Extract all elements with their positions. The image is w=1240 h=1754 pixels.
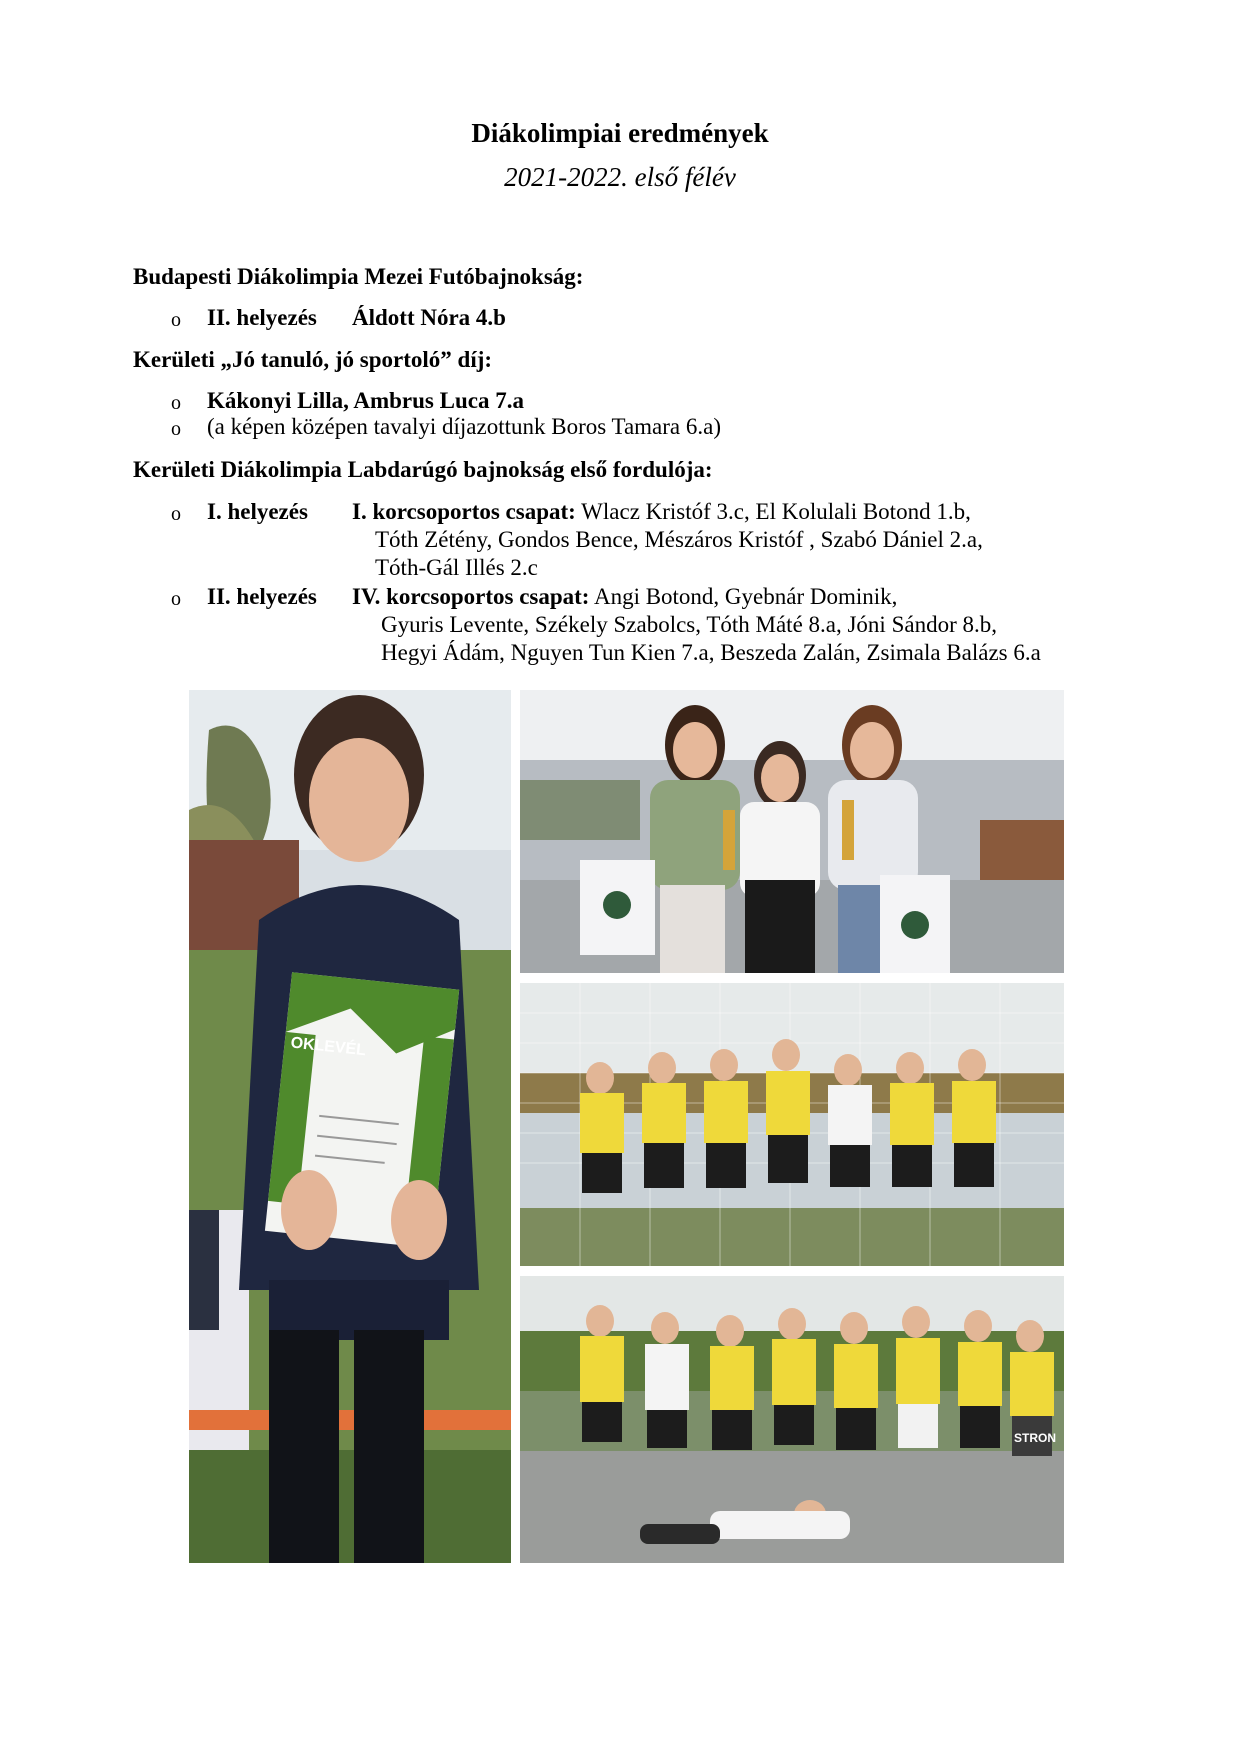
athlete-name: Áldott Nóra 4.b: [352, 305, 506, 330]
shirt-text: STRON: [1014, 1431, 1056, 1445]
team-roster-line: [352, 584, 897, 610]
photo-runner-with-diploma: [189, 690, 511, 1563]
placement-label: II. helyezés: [207, 305, 317, 330]
roster-names: Wlacz Kristóf 3.c, El Kolulali Botond 1.b,: [581, 499, 971, 524]
photo-award-winners: [520, 690, 1064, 973]
diploma-text: OKLEVÉL: [289, 1034, 367, 1060]
roster-names: Tóth Zétény, Gondos Bence, Mészáros Kristóf , Szabó Dániel 2.a,: [375, 527, 983, 552]
roster-names: Gyuris Levente, Székely Szabolcs, Tóth Máté 8.a, Jóni Sándor 8.b,: [381, 612, 997, 637]
photo-football-team-1: [520, 983, 1064, 1266]
roster-names: Tóth-Gál Illés 2.c: [375, 555, 538, 580]
bullet-marker: o: [171, 418, 181, 440]
bullet-marker: o: [171, 588, 181, 610]
section-heading-good-student-award: Kerületi „Jó tanuló, jó sportoló” díj:: [133, 347, 493, 372]
team-label: I. korcsoportos csapat:: [352, 499, 576, 524]
bullet-marker: o: [171, 392, 181, 414]
bullet-marker: o: [171, 309, 181, 331]
section-heading-football: Kerületi Diákolimpia Labdarúgó bajnokság első fordulója:: [133, 457, 713, 482]
photo-football-team-2: [520, 1276, 1064, 1563]
award-winners: Kákonyi Lilla, Ambrus Luca 7.a: [207, 388, 524, 413]
photo-caption-note: (a képen középen tavalyi díjazottunk Boros Tamara 6.a): [207, 414, 721, 439]
section-heading-cross-country: Budapesti Diákolimpia Mezei Futóbajnokság:: [133, 264, 584, 289]
placement-label: I. helyezés: [207, 499, 308, 524]
placement-label: II. helyezés: [207, 584, 317, 609]
page-title: Diákolimpiai eredmények: [471, 118, 769, 148]
bullet-marker: o: [171, 503, 181, 525]
team-label: IV. korcsoportos csapat:: [352, 584, 590, 609]
roster-names: Angi Botond, Gyebnár Dominik,: [593, 584, 898, 609]
page-subtitle: 2021-2022. első félév: [504, 162, 736, 192]
roster-names: Hegyi Ádám, Nguyen Tun Kien 7.a, Beszeda Zalán, Zsimala Balázs 6.a: [381, 640, 1041, 665]
team-roster-line: [352, 499, 971, 525]
